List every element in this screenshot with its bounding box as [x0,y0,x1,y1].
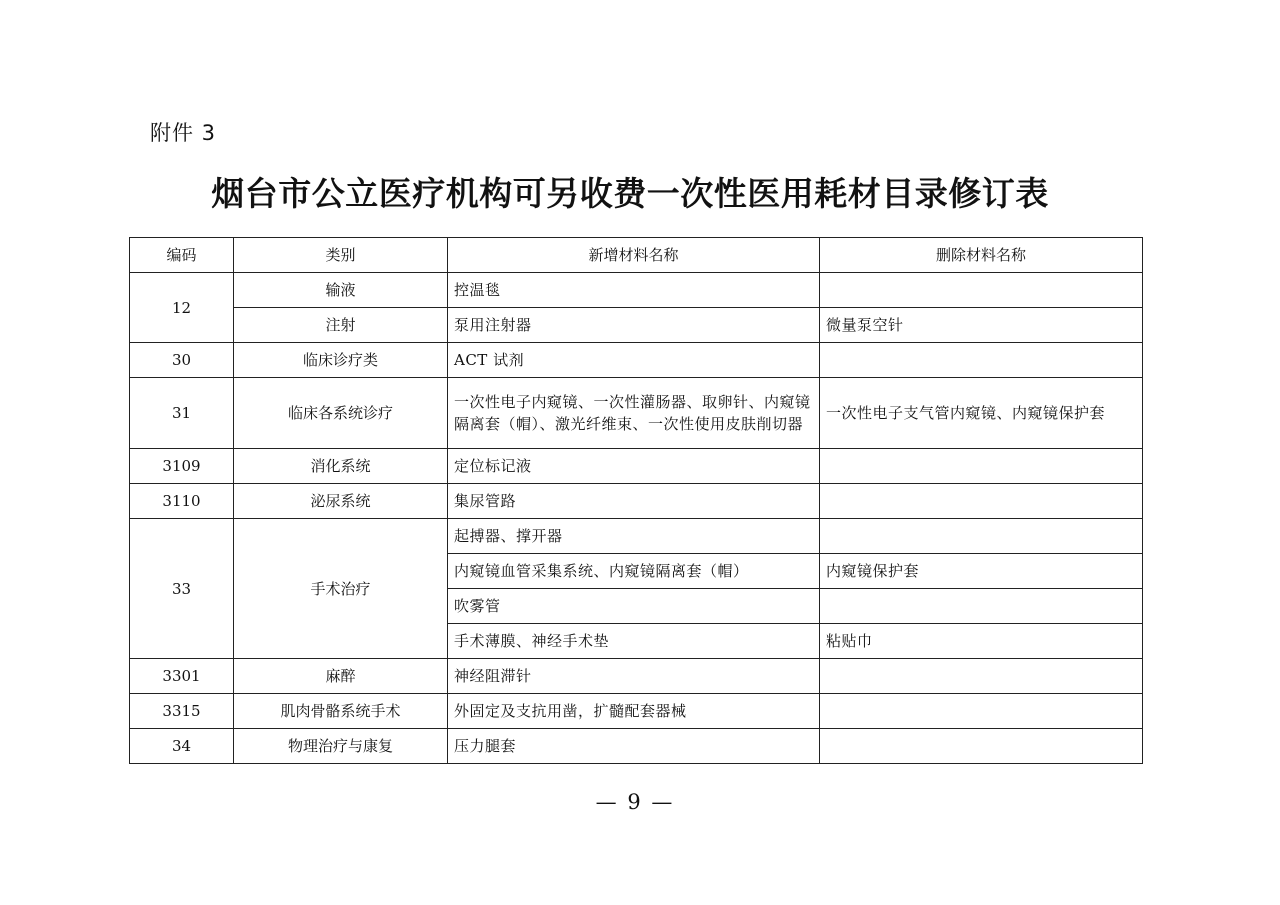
new-material-cell: 吹雾管 [448,589,820,624]
header-new-material: 新增材料名称 [448,238,820,273]
code-cell: 3109 [130,449,234,484]
new-material-cell: 集尿管路 [448,484,820,519]
category-cell: 物理治疗与康复 [234,729,448,764]
code-cell: 12 [130,273,234,343]
category-cell: 临床诊疗类 [234,343,448,378]
new-material-cell: 一次性电子内窥镜、一次性灌肠器、取卵针、内窥镜隔离套（帽）、激光纤维束、一次性使用皮肤削切器 [448,378,820,449]
code-cell: 33 [130,519,234,659]
new-material-cell: 泵用注射器 [448,308,820,343]
category-cell: 消化系统 [234,449,448,484]
category-cell: 临床各系统诊疗 [234,378,448,449]
category-cell: 肌肉骨骼系统手术 [234,694,448,729]
removed-material-cell [820,729,1143,764]
new-material-cell: 外固定及支抗用凿，扩髓配套器械 [448,694,820,729]
removed-material-cell [820,343,1143,378]
new-material-cell: 压力腿套 [448,729,820,764]
attachment-label: 附件 3 [150,121,217,145]
table-row [130,378,1143,449]
table-header-row [130,238,1143,273]
new-material-cell: 手术薄膜、神经手术垫 [448,624,820,659]
header-removed-material: 删除材料名称 [820,238,1143,273]
table-row [130,449,1143,484]
category-cell: 注射 [234,308,448,343]
new-material-cell: ACT 试剂 [448,343,820,378]
category-cell: 输液 [234,273,448,308]
page-number: — 9 — [595,790,675,814]
table-row [130,659,1143,694]
removed-material-cell: 粘贴巾 [820,624,1143,659]
new-material-cell: 定位标记液 [448,449,820,484]
header-category: 类别 [234,238,448,273]
new-material-cell: 起搏器、撑开器 [448,519,820,554]
header-code: 编码 [130,238,234,273]
removed-material-cell [820,589,1143,624]
new-material-cell: 神经阻滞针 [448,659,820,694]
removed-material-cell [820,519,1143,554]
table-row [130,273,1143,308]
table-row [130,729,1143,764]
document-title: 烟台市公立医疗机构可另收费一次性医用耗材目录修订表 [211,174,1049,213]
removed-material-cell: 微量泵空针 [820,308,1143,343]
removed-material-cell: 一次性电子支气管内窥镜、内窥镜保护套 [820,378,1143,449]
category-cell: 麻醉 [234,659,448,694]
code-cell: 31 [130,378,234,449]
removed-material-cell [820,694,1143,729]
table-row [130,484,1143,519]
new-material-cell: 内窥镜血管采集系统、内窥镜隔离套（帽） [448,554,820,589]
removed-material-cell [820,484,1143,519]
table-row [130,308,1143,343]
category-cell: 泌尿系统 [234,484,448,519]
code-cell: 3301 [130,659,234,694]
code-cell: 30 [130,343,234,378]
code-cell: 34 [130,729,234,764]
catalog-revision-table [129,237,1143,764]
removed-material-cell [820,273,1143,308]
table-row [130,694,1143,729]
category-cell: 手术治疗 [234,519,448,659]
removed-material-cell: 内窥镜保护套 [820,554,1143,589]
removed-material-cell [820,659,1143,694]
table-row [130,343,1143,378]
code-cell: 3110 [130,484,234,519]
removed-material-cell [820,449,1143,484]
code-cell: 3315 [130,694,234,729]
table-row [130,519,1143,554]
new-material-cell: 控温毯 [448,273,820,308]
